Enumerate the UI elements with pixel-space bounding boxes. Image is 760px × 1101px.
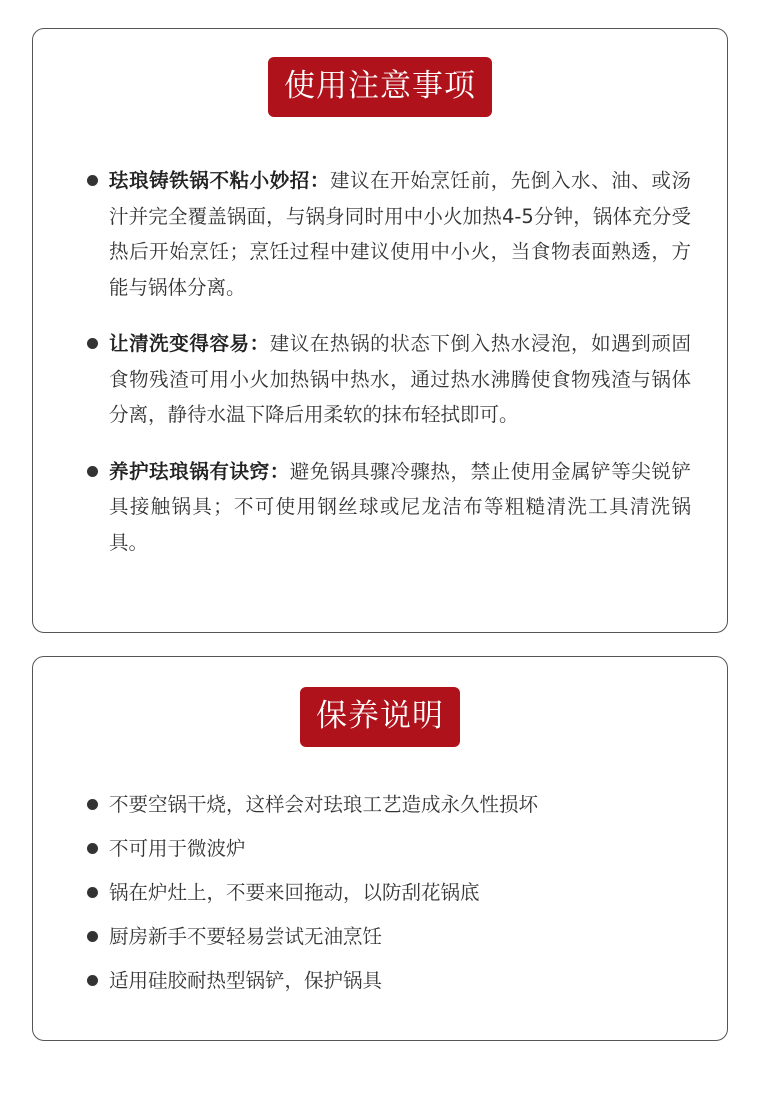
care-instructions-card (32, 656, 728, 1041)
usage-notes-title: 使用注意事项 (268, 57, 492, 117)
list-item (87, 875, 691, 919)
list-item (87, 787, 691, 831)
list-item (87, 454, 691, 561)
bullet-dot (87, 975, 98, 986)
care-instructions-title: 保养说明 (300, 687, 460, 747)
item-text: 锅在炉灶上，不要来回拖动，以防刮花锅底 (109, 881, 480, 904)
care-instructions-list (87, 787, 691, 1007)
bullet-dot (87, 466, 98, 477)
list-item (87, 163, 691, 305)
item-text: 建议在开始烹饪前，先倒入水、油、或汤汁并完全覆盖锅面，与锅身同时用中小火加热4-5分钟，锅体充分受热后开始烹饪；烹饪过程中建议使用中小火，当食物表面熟透，方能与锅体分离。 (109, 169, 691, 299)
item-text: 建议在热锅的状态下倒入热水浸泡，如遇到顽固食物残渣可用小火加热锅中热水，通过热水沸腾使食物残渣与锅体分离，静待水温下降后用柔软的抹布轻拭即可。 (109, 332, 691, 426)
item-text: 不要空锅干烧，这样会对珐琅工艺造成永久性损坏 (109, 793, 539, 816)
item-text: 不可用于微波炉 (109, 837, 246, 860)
item-text: 厨房新手不要轻易尝试无油烹饪 (109, 925, 383, 948)
bullet-dot (87, 799, 98, 810)
list-item (87, 326, 691, 433)
item-text: 适用硅胶耐热型锅铲，保护锅具 (109, 969, 383, 992)
usage-notes-card (32, 28, 728, 633)
item-text: 避免锅具骤冷骤热，禁止使用金属铲等尖锐铲具接触锅具；不可使用钢丝球或尼龙洁布等粗糙清洗工具清洗锅具。 (109, 459, 691, 554)
list-item (87, 919, 691, 963)
bullet-dot (87, 931, 98, 942)
item-lead: 养护珐琅锅有诀窍： (109, 459, 290, 483)
bullet-dot (87, 843, 98, 854)
bullet-dot (87, 887, 98, 898)
bullet-dot (87, 338, 98, 349)
item-lead: 珐琅铸铁锅不粘小妙招： (109, 169, 330, 192)
bullet-dot (87, 175, 98, 186)
list-item (87, 831, 691, 875)
list-item (87, 963, 691, 1007)
item-lead: 让清洗变得容易： (109, 332, 270, 355)
usage-notes-list (87, 163, 691, 581)
